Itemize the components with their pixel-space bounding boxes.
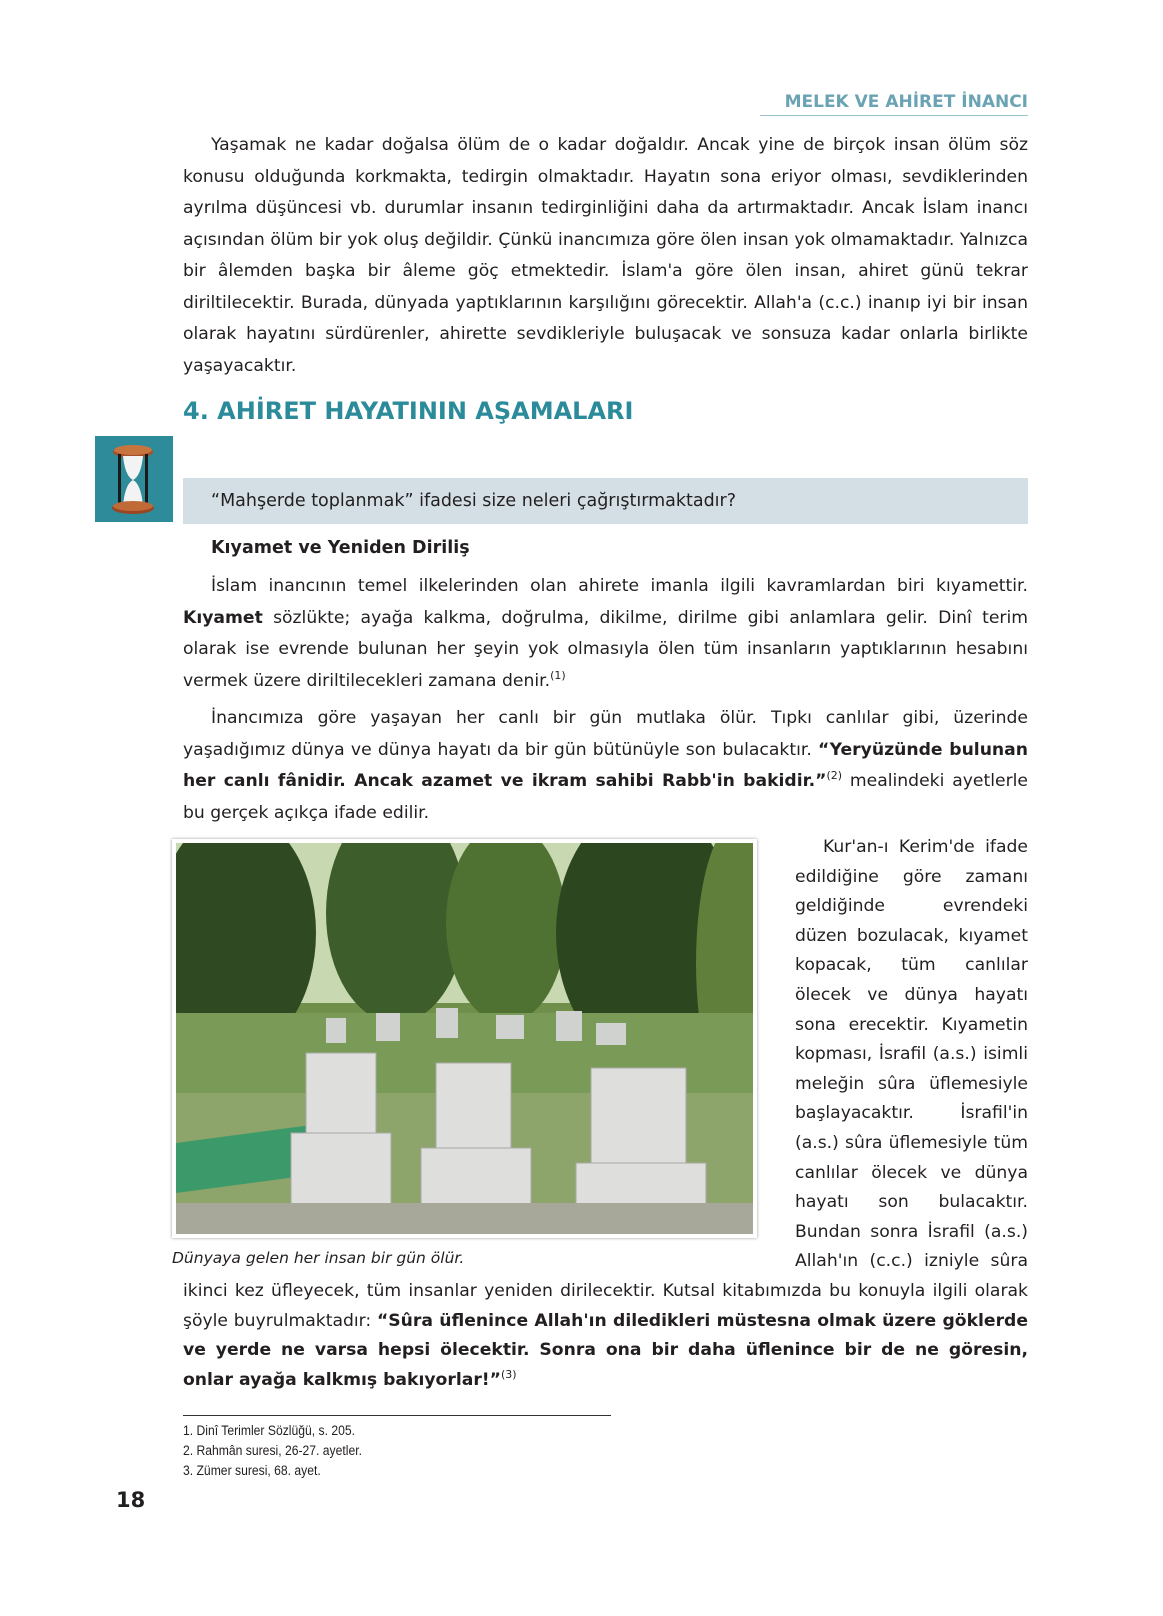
subheading: Kıyamet ve Yeniden Diriliş: [211, 538, 470, 558]
footnotes: [183, 1421, 362, 1481]
intro-paragraph: Yaşamak ne kadar doğalsa ölüm de o kadar doğaldır. Ancak yine de birçok insan ölüm söz konusu olduğunda korkmakta, tedirgin olmaktadır. Hayatın sona eriyor olması, sevdiklerinden ayrılma düşüncesi vb. durumlar insanın tedirginliğini daha da artırmaktadır. Ancak İslam inancı açısından ölüm bir yok oluş değildir. Çünkü inancımıza göre ölen insan yok olmamaktadır. Yalnızca bir âlemden başka bir âleme göç etmektedir. İslam'a göre ölen insan, ahiret günü tekrar diriltilecektir. Burada, dünyada yaptıklarının karşılığını görecektir. Allah'a (c.c.) inanıp iyi bir insan olarak hayatını sürdürenler, ahirette sevdikleriyle buluşacak ve sonsuza kadar onlarla birlikte yaşayacaktır.: [183, 135, 1028, 376]
hourglass-icon: [95, 436, 173, 522]
paragraph-israfil: Kur'an-ı Kerim'de ifade edildiğine göre zamanı geldiğinde evrendeki düzen bozulacak, kıyamet kopacak, tüm canlılar ölecek ve dünya hayatı sona erecektir. Kıyametin kopması, İsrafil (a.s.) isimli meleğin sûra üflemesiyle başlayacaktır. İsrafil'in (a.s.) sûra üflemesiyle tüm canlılar ölecek ve dünya hayatı son bulacaktır. Bundan sonra İsrafil (a.s.) Allah'ın (c.c.) izniyle sûra ikinci kez üfleyecek, tüm insanlar yeniden dirilecektir. Kutsal kitabımızda bu konuyla ilgili olarak şöyle buyrulmaktadır: “Sûra üflenince Allah'ın diledikleri müstesna olmak üzere göklerde ve yerde ne varsa hepsi ölecektir. Sonra ona bir daha üflenince bir de ne göresin, onlar ayağa kalkmış bakıyorlar!”$^{(3)}$: [183, 837, 1028, 1390]
footnote: 3. Zümer suresi, 68. ayet.: [183, 1463, 321, 1478]
israfil-section: [172, 833, 1028, 1395]
footnote: 1. Dinî Terimler Sözlüğü, s. 205.: [183, 1423, 355, 1438]
discussion-question: “Mahşerde toplanmak” ifadesi size neleri çağrıştırmaktadır?: [183, 478, 1028, 524]
footnote: 2. Rahmân suresi, 26-27. ayetler.: [183, 1443, 362, 1458]
page-number: 18: [116, 1488, 146, 1512]
footnote-divider: [183, 1415, 611, 1416]
cemetery-figure: [172, 839, 775, 1268]
paragraph-inanc: İnancımıza göre yaşayan her canlı bir gün mutlaka ölür. Tıpkı canlılar gibi, üzerinde yaşadığımız dünya ve dünya hayatı da bir gün bütünüyle son bulacaktır. “Yeryüzünde bulunan her canlı fânidir. Ancak azamet ve ikram sahibi Rabb'in bakidir.”$^{(2)}$ mealindeki ayetlerle bu gerçek açıkça ifade edilir.: [183, 708, 1028, 823]
figure-caption: Dünyaya gelen her insan bir gün ölür.: [172, 1249, 465, 1267]
paragraph-kiyamet: İslam inancının temel ilkelerinden olan ahirete imanla ilgili kavramlardan biri kıyamettir. Kıyamet sözlükte; ayağa kalkma, doğrulma, dikilme, dirilme gibi anlamlara gelir. Dinî terim olarak ise evrende bulunan her şeyin yok olmasıyla ölen tüm insanların yaptıklarının hesabını vermek üzere diriltilecekleri zamana denir.$^{(1)}$: [183, 576, 1028, 691]
intro-section: [183, 130, 1028, 382]
cemetery-photo: [172, 839, 757, 1238]
kiyamet-section: [183, 571, 1028, 829]
section-title: 4. AHİRET HAYATININ AŞAMALARI: [183, 397, 634, 425]
running-header: MELEK VE AHİRET İNANCI: [760, 92, 1028, 116]
